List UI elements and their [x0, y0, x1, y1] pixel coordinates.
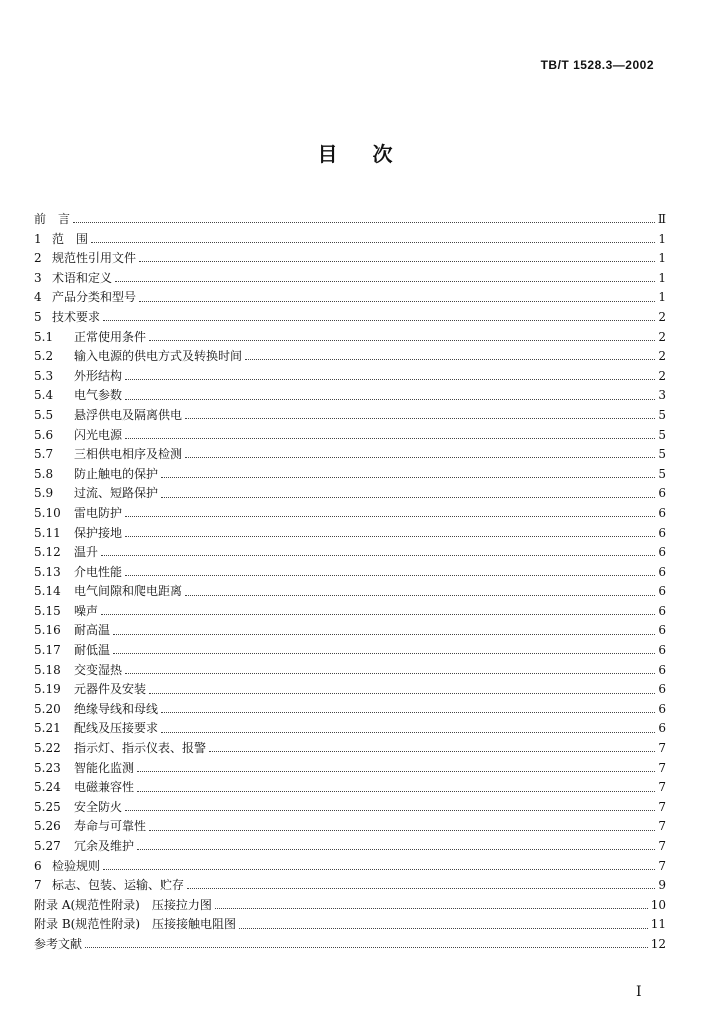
toc-leader-dots — [149, 330, 655, 341]
toc-entry-page: 1 — [658, 270, 666, 285]
toc-entry-page: 10 — [650, 897, 666, 912]
toc-entry-number: 5.19 — [34, 682, 61, 697]
toc-entry-number: 5.4 — [34, 388, 54, 403]
toc-entry-number: 5 — [34, 309, 42, 324]
toc-entry-page: Ⅱ — [657, 212, 666, 226]
toc-leader-dots — [137, 761, 655, 772]
toc-entry-page: 5 — [658, 447, 666, 462]
toc-entry-page: 3 — [658, 388, 666, 403]
toc-entry-number: 5.2 — [34, 349, 54, 364]
toc-entry-page: 6 — [658, 584, 666, 599]
toc-entry-label: 过流、短路保护 — [74, 486, 159, 501]
toc-leader-dots — [73, 212, 655, 223]
toc-leader-dots — [101, 604, 655, 615]
toc-entry[interactable] — [34, 876, 666, 896]
toc-entry-page: 6 — [658, 525, 666, 540]
toc-leader-dots — [239, 918, 648, 929]
toc-entry-page: 6 — [658, 564, 666, 579]
toc-leader-dots — [125, 506, 655, 517]
toc-entry-number: 5.14 — [34, 584, 61, 599]
toc-entry-label: 耐低温 — [74, 643, 111, 658]
toc-entry[interactable] — [34, 249, 666, 269]
toc-leader-dots — [161, 487, 655, 498]
toc-entry[interactable] — [34, 543, 666, 563]
toc-leader-dots — [149, 820, 655, 831]
toc-entry-page: 6 — [658, 505, 666, 520]
toc-entry-number: 5.11 — [34, 525, 61, 540]
toc-entry[interactable] — [34, 837, 666, 857]
toc-leader-dots — [245, 349, 655, 360]
toc-entry-page: 6 — [658, 603, 666, 618]
toc-entry-number: 5.24 — [34, 780, 61, 795]
toc-entry-page: 2 — [658, 329, 666, 344]
toc-entry-number: 5.26 — [34, 819, 61, 834]
toc-entry-number: 5.7 — [34, 447, 54, 462]
toc-entry[interactable] — [34, 739, 666, 759]
toc-entry-number: 3 — [34, 270, 42, 285]
toc-entry-label: 配线及压接要求 — [74, 721, 159, 736]
toc-entry[interactable] — [34, 367, 666, 387]
toc-leader-dots — [149, 683, 655, 694]
toc-entry-number: 5.16 — [34, 623, 61, 638]
toc-entry-page: 6 — [658, 545, 666, 560]
toc-entry-label: 悬浮供电及隔离供电 — [74, 407, 183, 422]
toc-entry-number: 5.12 — [34, 545, 61, 560]
toc-entry-number: 5.15 — [34, 603, 61, 618]
toc-entry[interactable] — [34, 641, 666, 661]
toc-entry-label: 外形结构 — [74, 368, 123, 383]
toc-entry[interactable] — [34, 661, 666, 681]
toc-leader-dots — [113, 624, 655, 635]
toc-leader-dots — [91, 232, 655, 243]
toc-entry-page: 7 — [658, 780, 666, 795]
toc-entry-number: 5.22 — [34, 741, 61, 756]
toc-leader-dots — [139, 251, 655, 262]
toc-entry[interactable] — [34, 426, 666, 446]
toc-list — [34, 210, 666, 955]
toc-entry[interactable] — [34, 308, 666, 328]
toc-entry[interactable] — [34, 602, 666, 622]
toc-entry-number: 4 — [34, 290, 42, 305]
toc-entry-number: 5.8 — [34, 466, 54, 481]
toc-leader-dots — [103, 859, 655, 870]
toc-entry[interactable] — [34, 465, 666, 485]
toc-leader-dots — [85, 937, 648, 948]
toc-leader-dots — [137, 839, 655, 850]
toc-leader-dots — [125, 526, 655, 537]
toc-entry-label: 耐高温 — [74, 623, 111, 638]
toc-entry-label: 元器件及安装 — [74, 682, 147, 697]
toc-entry-label: 噪声 — [74, 603, 99, 618]
toc-entry-number: 5.13 — [34, 564, 61, 579]
toc-entry-number: 5.18 — [34, 662, 61, 677]
toc-entry[interactable] — [34, 406, 666, 426]
toc-entry[interactable] — [34, 288, 666, 308]
toc-entry[interactable] — [34, 210, 666, 230]
toc-entry-page: 7 — [658, 741, 666, 756]
toc-entry-label: 交变湿热 — [74, 662, 123, 677]
toc-leader-dots — [139, 291, 655, 302]
toc-entry-page: 6 — [658, 682, 666, 697]
toc-leader-dots — [161, 467, 655, 478]
toc-leader-dots — [209, 741, 655, 752]
toc-leader-dots — [125, 428, 655, 439]
toc-entry-number: 5.5 — [34, 407, 54, 422]
toc-entry[interactable] — [34, 386, 666, 406]
toc-entry-number: 5.10 — [34, 505, 61, 520]
toc-entry-page: 9 — [658, 878, 666, 893]
toc-entry-number: 5.20 — [34, 701, 61, 716]
toc-entry-page: 7 — [658, 858, 666, 873]
toc-leader-dots — [115, 271, 655, 282]
toc-entry[interactable] — [34, 817, 666, 837]
toc-entry-number: 5.23 — [34, 760, 61, 775]
toc-entry[interactable] — [34, 719, 666, 739]
toc-entry-page: 2 — [658, 309, 666, 324]
toc-entry-label: 参考文献 — [34, 936, 83, 951]
toc-entry-page: 1 — [658, 231, 666, 246]
toc-entry-number: 1 — [34, 231, 42, 246]
toc-entry-page: 6 — [658, 623, 666, 638]
toc-entry-page: 6 — [658, 486, 666, 501]
toc-entry[interactable] — [34, 328, 666, 348]
toc-entry-number: 6 — [34, 858, 42, 873]
toc-entry-page: 6 — [658, 701, 666, 716]
toc-entry-label: 闪光电源 — [74, 427, 123, 442]
toc-entry-label: 输入电源的供电方式及转换时间 — [74, 349, 243, 364]
toc-entry-label: 产品分类和型号 — [52, 290, 137, 305]
toc-entry[interactable] — [34, 445, 666, 465]
toc-entry-label: 雷电防护 — [74, 505, 123, 520]
toc-entry-page: 1 — [658, 290, 666, 305]
toc-entry[interactable] — [34, 915, 666, 935]
toc-entry-page: 5 — [658, 466, 666, 481]
toc-entry-label: 指示灯、指示仪表、报警 — [74, 741, 207, 756]
toc-entry-page: 11 — [650, 917, 666, 932]
toc-entry-number: 5.27 — [34, 839, 61, 853]
toc-entry-label: 标志、包装、运输、贮存 — [52, 878, 185, 893]
toc-leader-dots — [113, 643, 655, 654]
toc-entry[interactable] — [34, 896, 666, 916]
toc-leader-dots — [185, 585, 655, 596]
toc-entry-number: 5.17 — [34, 643, 61, 658]
toc-leader-dots — [137, 781, 655, 792]
toc-entry[interactable] — [34, 759, 666, 779]
toc-entry-page: 6 — [658, 721, 666, 736]
toc-entry-page: 5 — [658, 407, 666, 422]
toc-entry[interactable] — [34, 504, 666, 524]
toc-entry[interactable] — [34, 582, 666, 602]
toc-entry-label: 防止触电的保护 — [74, 466, 159, 481]
toc-entry-label: 前 言 — [34, 212, 71, 226]
toc-entry-page: 12 — [650, 936, 666, 951]
toc-entry[interactable] — [34, 269, 666, 289]
toc-entry-label: 范 围 — [52, 231, 89, 246]
toc-leader-dots — [125, 663, 655, 674]
toc-entry-number: 2 — [34, 251, 42, 266]
toc-entry[interactable] — [34, 700, 666, 720]
toc-entry[interactable] — [34, 680, 666, 700]
toc-entry-label: 规范性引用文件 — [52, 251, 137, 266]
toc-entry[interactable] — [34, 484, 666, 504]
toc-entry-label: 检验规则 — [52, 858, 101, 873]
document-code: TB/T 1528.3—2002 — [540, 58, 654, 72]
page-number: Ⅰ — [636, 984, 642, 1000]
toc-entry-number: 5.1 — [34, 329, 54, 344]
toc-entry-label: 正常使用条件 — [74, 329, 147, 344]
toc-entry-label: 智能化监测 — [74, 760, 135, 775]
toc-title: 目 次 — [317, 142, 393, 166]
toc-entry[interactable] — [34, 778, 666, 798]
toc-entry-label: 冗余及维护 — [74, 839, 135, 853]
toc-entry[interactable] — [34, 935, 666, 955]
toc-entry-label: 三相供电相序及检测 — [74, 447, 183, 462]
toc-leader-dots — [125, 389, 655, 400]
toc-leader-dots — [161, 702, 655, 713]
toc-entry-number: 5.25 — [34, 799, 61, 814]
toc-entry-label: 附录 A(规范性附录) 压接拉力图 — [34, 897, 212, 912]
toc-entry-number: 5.6 — [34, 427, 54, 442]
toc-entry[interactable] — [34, 621, 666, 641]
toc-leader-dots — [187, 878, 655, 889]
toc-entry-label: 绝缘导线和母线 — [74, 701, 159, 716]
toc-entry[interactable] — [34, 524, 666, 544]
toc-entry[interactable] — [34, 230, 666, 250]
toc-entry-label: 温升 — [74, 545, 99, 560]
toc-entry-number: 5.3 — [34, 368, 54, 383]
toc-entry-page: 1 — [658, 251, 666, 266]
toc-entry-label: 电气间隙和爬电距离 — [74, 584, 183, 599]
toc-entry-label: 术语和定义 — [52, 270, 113, 285]
toc-entry-page: 2 — [658, 349, 666, 364]
toc-entry[interactable] — [34, 563, 666, 583]
toc-entry-label: 技术要求 — [52, 309, 101, 324]
toc-entry-page: 6 — [658, 662, 666, 677]
toc-entry-page: 7 — [658, 839, 666, 853]
toc-entry-number: 7 — [34, 878, 42, 893]
toc-leader-dots — [101, 545, 655, 556]
toc-entry-page: 2 — [658, 368, 666, 383]
toc-leader-dots — [161, 722, 655, 733]
toc-entry-label: 电气参数 — [74, 388, 123, 403]
toc-leader-dots — [125, 565, 655, 576]
toc-entry-page: 7 — [658, 799, 666, 814]
toc-entry-page: 5 — [658, 427, 666, 442]
toc-entry-page: 6 — [658, 643, 666, 658]
toc-leader-dots — [215, 898, 648, 909]
toc-entry-number: 5.21 — [34, 721, 61, 736]
toc-leader-dots — [103, 310, 655, 321]
toc-entry-label: 保护接地 — [74, 525, 123, 540]
toc-entry[interactable] — [34, 347, 666, 367]
toc-entry-page: 7 — [658, 819, 666, 834]
toc-entry[interactable] — [34, 798, 666, 818]
toc-entry-label: 介电性能 — [74, 564, 123, 579]
toc-leader-dots — [185, 408, 655, 419]
toc-entry-label: 附录 B(规范性附录) 压接接触电阻图 — [34, 917, 236, 932]
toc-entry[interactable] — [34, 857, 666, 877]
toc-entry-number: 5.9 — [34, 486, 54, 501]
toc-entry-label: 寿命与可靠性 — [74, 819, 147, 834]
toc-leader-dots — [125, 800, 655, 811]
toc-leader-dots — [125, 369, 655, 380]
toc-entry-label: 电磁兼容性 — [74, 780, 135, 795]
toc-entry-label: 安全防火 — [74, 799, 123, 814]
toc-leader-dots — [185, 447, 655, 458]
toc-entry-page: 7 — [658, 760, 666, 775]
